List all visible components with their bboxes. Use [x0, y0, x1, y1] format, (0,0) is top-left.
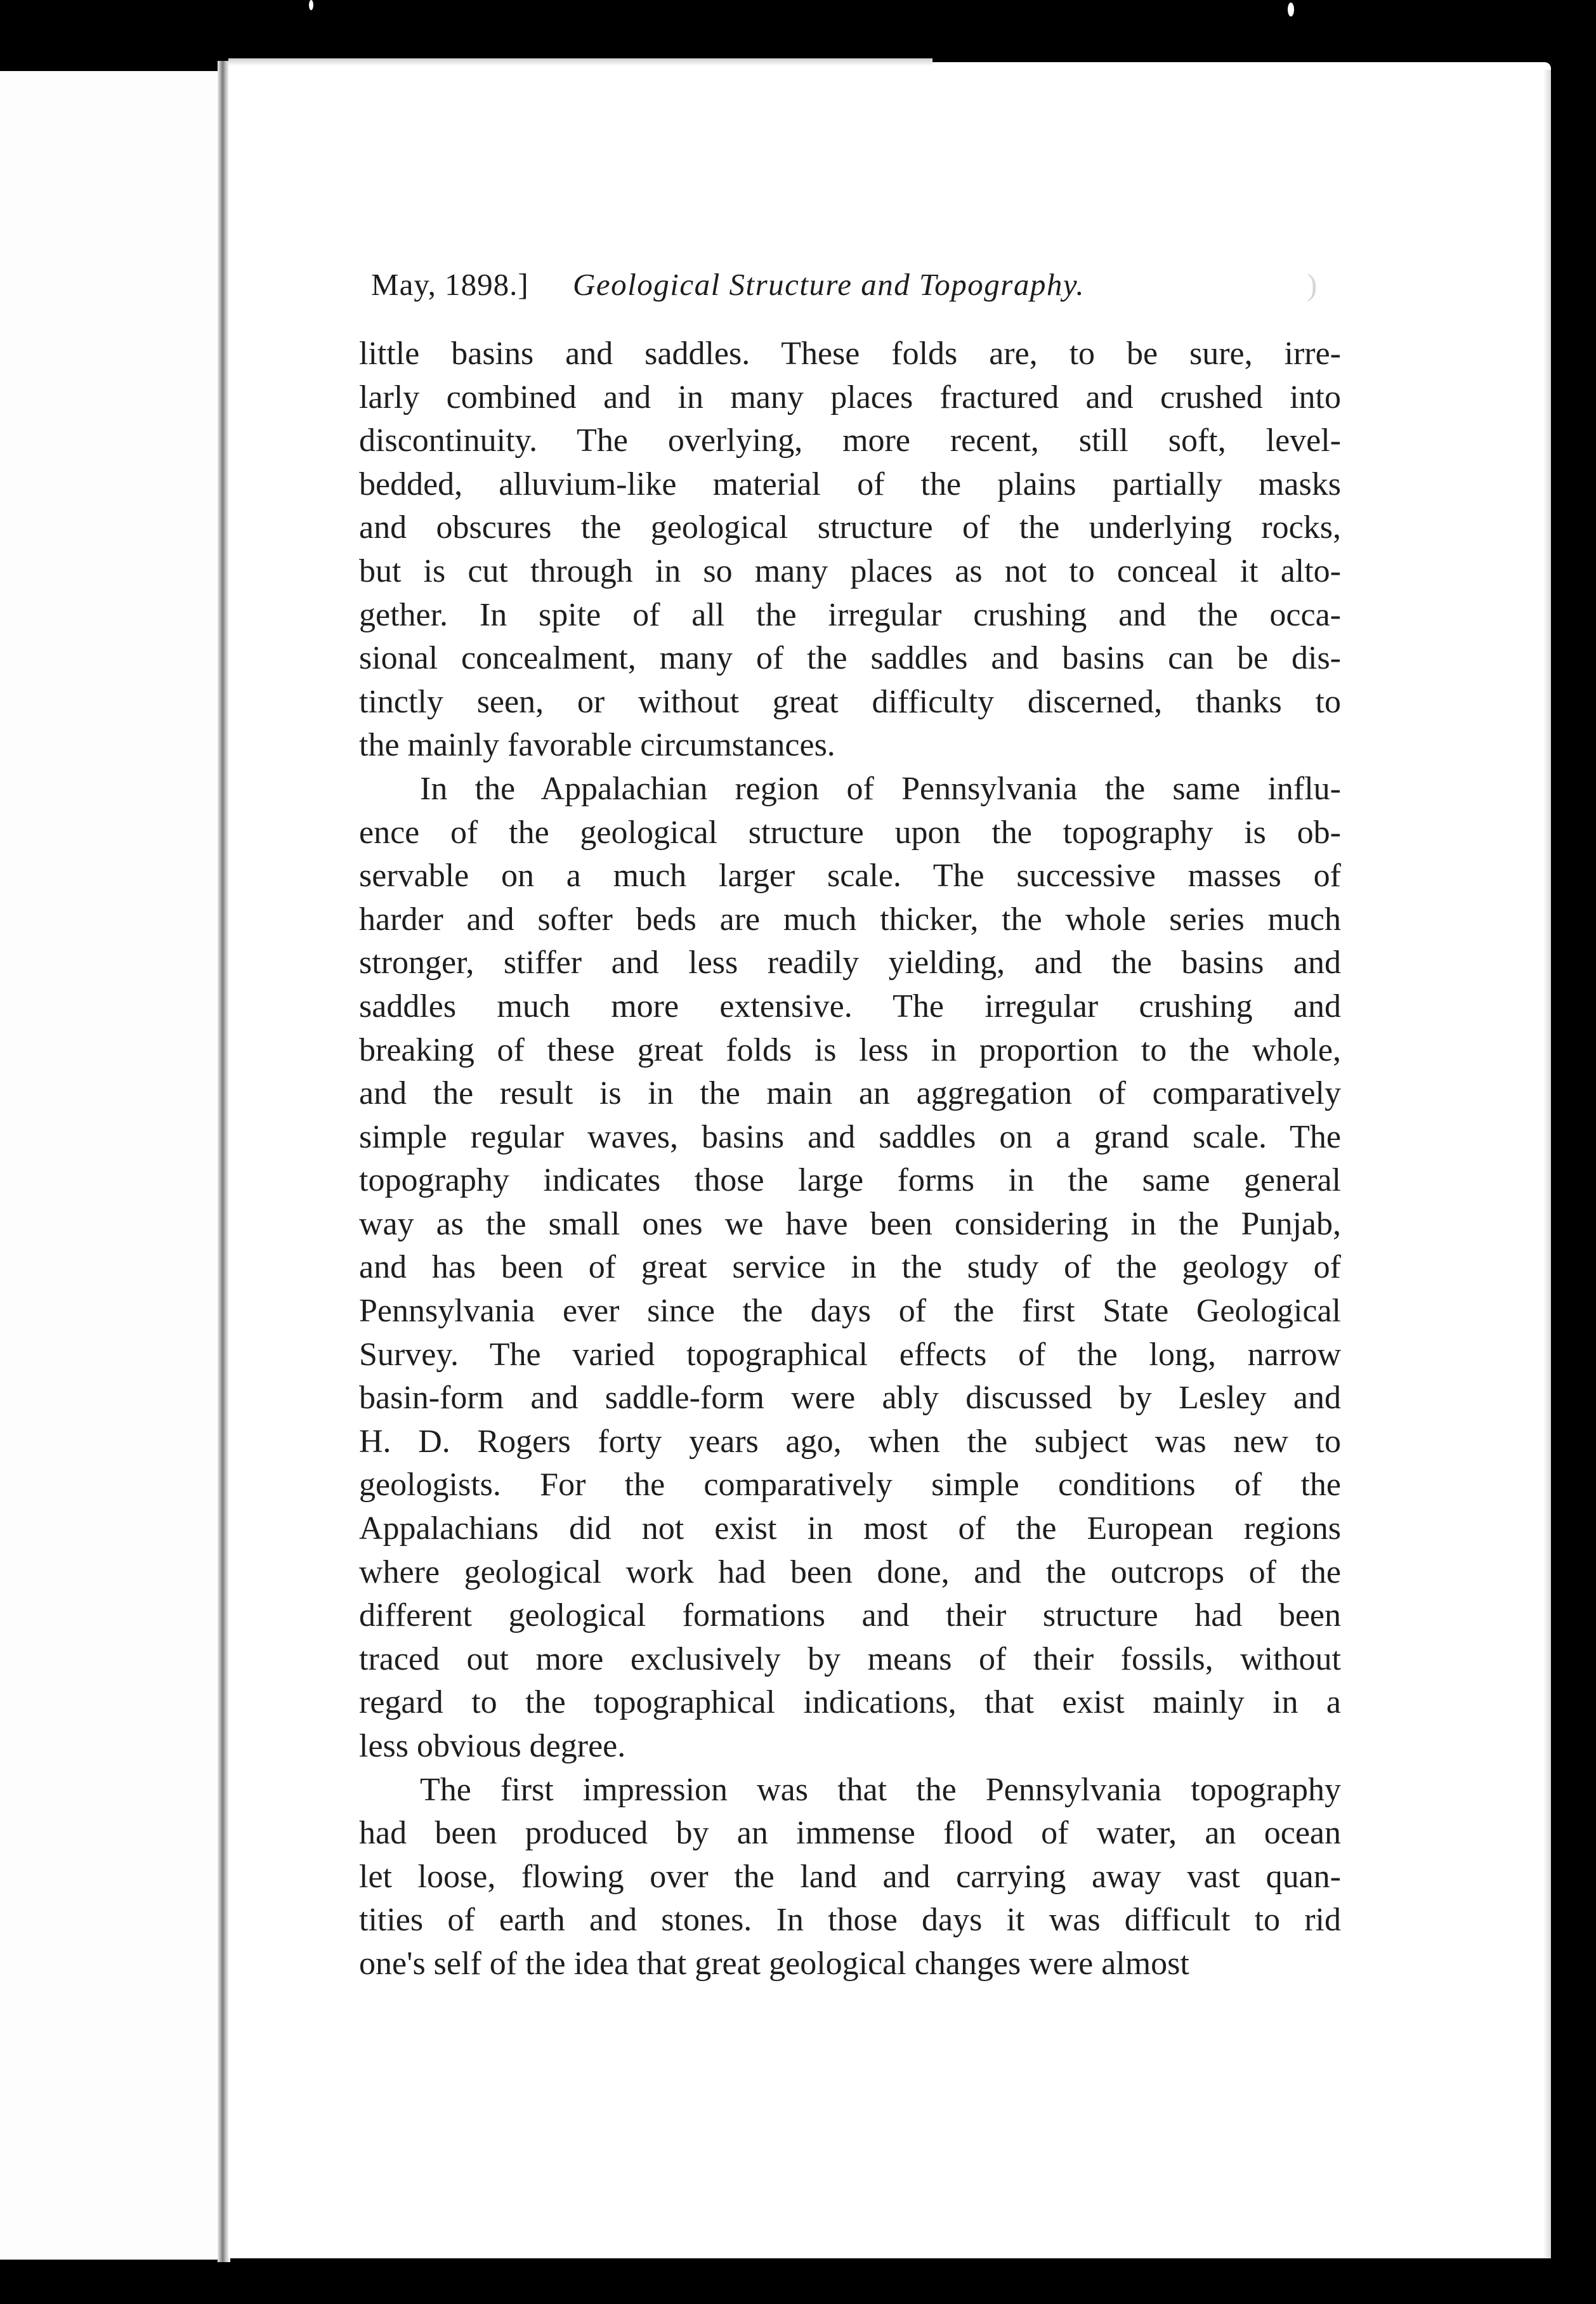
- text-line: one's self of the idea that great geological changes were almost: [359, 1945, 1189, 1982]
- page-top-edge: [228, 58, 932, 66]
- text-line: traced out more exclusively by means of their fossils, without: [359, 1640, 1341, 1677]
- text-line: different geological formations and their structure had been: [359, 1597, 1341, 1634]
- text-line: but is cut through in so many places as not to conceal it alto-: [359, 553, 1341, 589]
- page-right-edge: [1543, 70, 1551, 2258]
- text-line: and the result is in the main an aggregation of comparatively: [359, 1075, 1341, 1112]
- text-line: regard to the topographical indications, that exist mainly in a: [359, 1684, 1341, 1721]
- text-line: basin-form and saddle-form were ably discussed by Lesley and: [359, 1380, 1341, 1417]
- text-line: sional concealment, many of the saddles and basins can be dis-: [359, 640, 1341, 677]
- text-line: let loose, flowing over the land and carrying away vast quan-: [359, 1858, 1341, 1895]
- text-line: stronger, stiffer and less readily yielding, and the basins and: [359, 945, 1341, 981]
- text-line: larly combined and in many places fractured and crushed into: [359, 379, 1341, 416]
- running-head: [371, 259, 1361, 310]
- text-line: Survey. The varied topographical effects of the long, narrow: [359, 1336, 1341, 1373]
- text-line: and has been of great service in the study of the geology of: [359, 1249, 1341, 1286]
- paragraph: [359, 768, 1341, 1769]
- running-head-date: May, 1898.]: [371, 267, 529, 302]
- text-line: geologists. For the comparatively simple conditions of the: [359, 1467, 1341, 1503]
- body-text: [359, 332, 1341, 1986]
- text-line: In the Appalachian region of Pennsylvania the same influ-: [420, 770, 1341, 807]
- text-line: servable on a much larger scale. The successive masses of: [359, 858, 1341, 894]
- text-line: breaking of these great folds is less in proportion to the whole,: [359, 1031, 1341, 1068]
- text-line: and obscures the geological structure of the underlying rocks,: [359, 509, 1341, 546]
- text-line: tities of earth and stones. In those days it was difficult to rid: [359, 1902, 1341, 1939]
- text-line: the mainly favorable circumstances.: [359, 727, 835, 764]
- left-page-edge: [0, 71, 222, 2260]
- running-head-title: Geological Structure and Topography.: [573, 267, 1085, 302]
- text-line: topography indicates those large forms in the same general: [359, 1162, 1341, 1199]
- text-line: ence of the geological structure upon the topography is ob-: [359, 814, 1341, 851]
- text-line: The first impression was that the Pennsylvania topography: [420, 1771, 1341, 1808]
- text-line: bedded, alluvium-like material of the plains partially masks: [359, 466, 1341, 502]
- running-head-page-number: ): [1307, 267, 1318, 302]
- text-line: gether. In spite of all the irregular crushing and the occa-: [359, 596, 1341, 633]
- text-line: where geological work had been done, and the outcrops of the: [359, 1554, 1341, 1590]
- text-line: discontinuity. The overlying, more recent, still soft, level-: [359, 422, 1341, 459]
- text-line: tinctly seen, or without great difficulty discerned, thanks to: [359, 683, 1341, 720]
- text-line: Pennsylvania ever since the days of the first State Geological: [359, 1293, 1341, 1330]
- text-line: little basins and saddles. These folds are, to be sure, irre-: [359, 336, 1341, 372]
- text-line: Appalachians did not exist in most of the European regions: [359, 1510, 1341, 1547]
- text-line: had been produced by an immense flood of water, an ocean: [359, 1815, 1341, 1852]
- text-line: H. D. Rogers forty years ago, when the subject was new to: [359, 1423, 1341, 1460]
- scan-speck: [309, 0, 313, 10]
- scan-speck: [1288, 3, 1294, 16]
- paragraph: [359, 332, 1341, 768]
- paragraph: [359, 1769, 1341, 1986]
- text-line: saddles much more extensive. The irregular crushing and: [359, 988, 1341, 1024]
- text-line: way as the small ones we have been considering in the Punjab,: [359, 1205, 1341, 1242]
- text-line: simple regular waves, basins and saddles on a grand scale. The: [359, 1118, 1341, 1155]
- text-line: less obvious degree.: [359, 1728, 626, 1764]
- text-line: harder and softer beds are much thicker, the whole series much: [359, 901, 1341, 938]
